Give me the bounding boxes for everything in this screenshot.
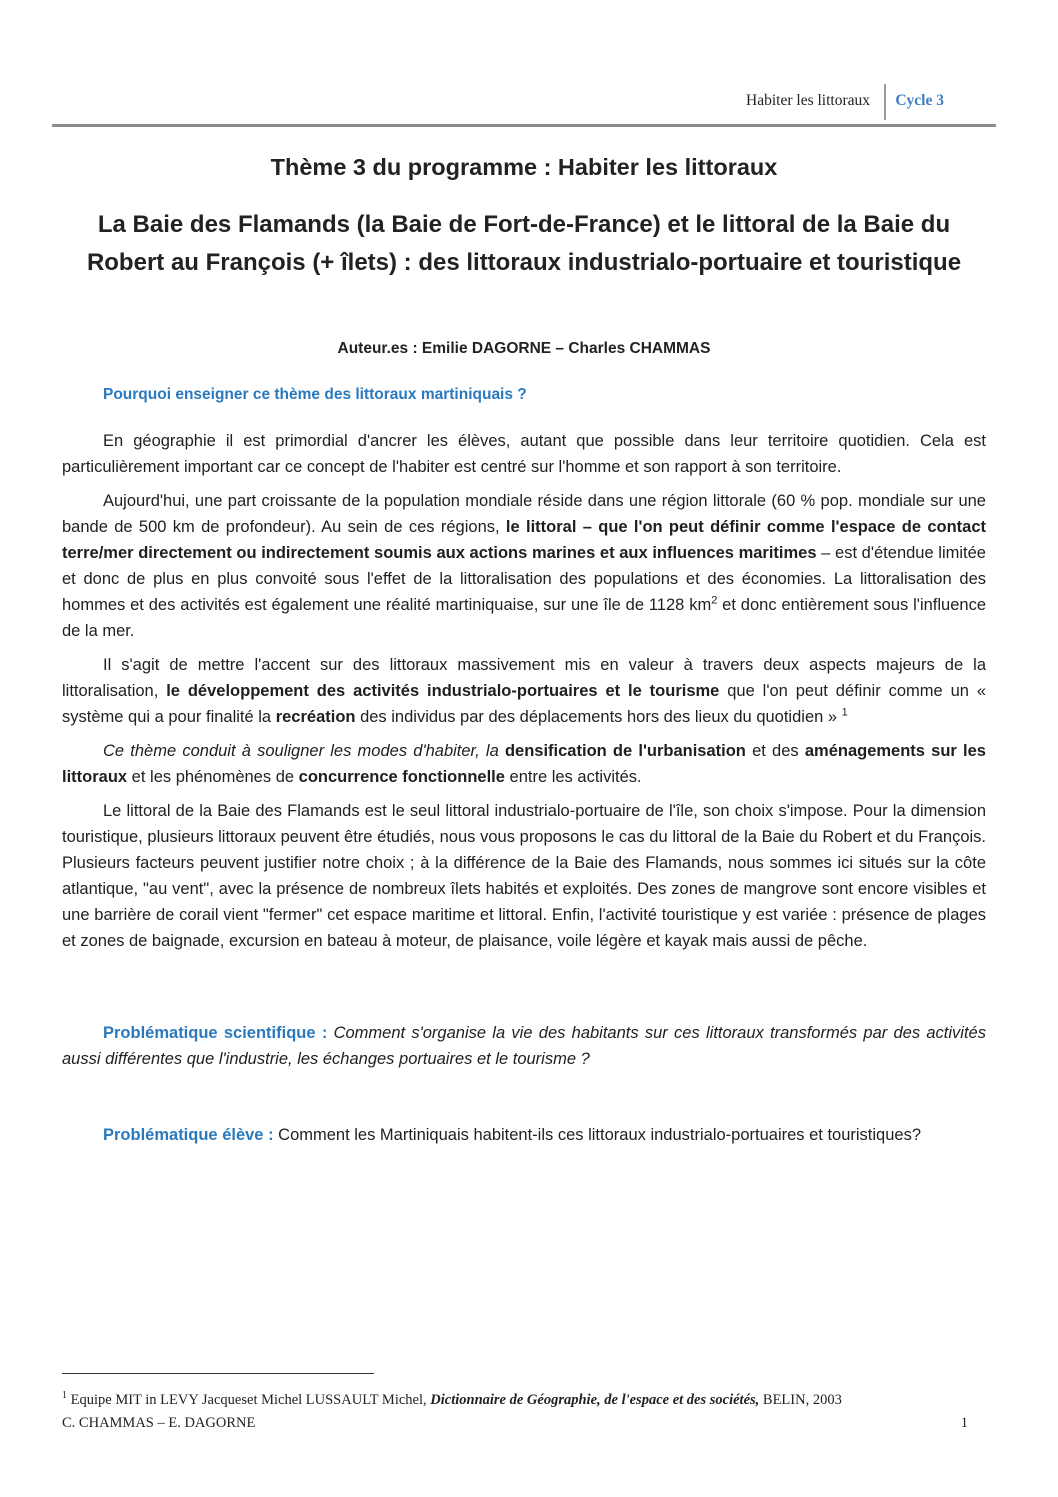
problematique-scientifique-label: Problématique scientifique :	[103, 1024, 328, 1042]
header-separator	[884, 84, 886, 120]
authors-line: Auteur.es : Emilie DAGORNE – Charles CHAMMAS	[337, 340, 711, 357]
problematique-eleve-label: Problématique élève :	[103, 1126, 274, 1144]
footnote	[62, 1392, 992, 1409]
theme-title: Thème 3 du programme : Habiter les littoraux	[270, 154, 778, 180]
footnote-reference: 1	[841, 706, 848, 719]
paragraph-4-amenagements: aménagements sur les littoraux	[62, 742, 986, 786]
paragraph-4-text-g: entre les activités.	[504, 768, 642, 786]
paragraph-2-superscript: 2	[711, 594, 718, 607]
problematique-scientifique	[62, 1020, 986, 1072]
problematique-scientifique-text: Comment s'organise la vie des habitants sur ces littoraux transformés par des activités aussi différentes que l'industrie, les échanges portuaires et le tourisme ?	[62, 1024, 986, 1068]
footnote-rule	[62, 1373, 374, 1374]
paragraph-4-text-e: et les phénomènes de	[127, 768, 299, 786]
header-course-title: Habiter les littoraux	[746, 92, 870, 109]
footnote-number: 1	[62, 1390, 67, 1402]
paragraph-3-emphasis: le développement des activités industrialo-portuaires et le tourisme	[166, 682, 720, 700]
paragraph-1: En géographie il est primordial d'ancrer les élèves, autant que possible dans leur territoire quotidien. Cela est particulièrement important car ce concept de l'habiter est centré sur l'homme et son rapport à son territoire.	[62, 432, 986, 476]
paragraph-4-text-c: et des	[745, 742, 805, 760]
page-header	[52, 88, 996, 126]
paragraph-4	[62, 738, 986, 790]
header-cycle-label: Cycle 3	[895, 92, 944, 109]
section-question: Pourquoi enseigner ce thème des littoraux martiniquais ?	[103, 386, 527, 403]
footnote-text-c: BELIN, 2003	[759, 1392, 842, 1408]
paragraph-4-italic: Ce thème conduit à souligner les modes d'habiter, la	[103, 742, 499, 760]
problematique-eleve-text: Comment les Martiniquais habitent-ils ces littoraux industrialo-portuaires et touristiques?	[273, 1126, 922, 1144]
main-title: La Baie des Flamands (la Baie de Fort-de-France) et le littoral de la Baie du Robert au François (+ îlets) : des littoraux industrialo-portuaire et touristique	[86, 211, 962, 276]
paragraph-2-definition: le littoral – que l'on peut définir comme l'espace de contact terre/mer directement ou indirectement soumis aux actions marines et aux influences maritimes	[62, 518, 987, 562]
paragraph-3-recreation: recréation	[275, 708, 356, 726]
footnote-book-title: Dictionnaire de Géographie, de l'espace et des sociétés,	[430, 1392, 760, 1408]
paragraph-2-text-a: Aujourd'hui, une part croissante de la population mondiale réside dans une région littorale (60 % pop. mondiale sur une bande de 500 km de profondeur). Au sein de ces régions,	[62, 492, 986, 536]
paragraph-2-text-c: – est d'étendue limitée et donc de plus en plus convoité sous l'effet de la littoralisation des populations et des économies. La littoralisation des hommes et des activités est également une réalité martiniquaise, sur une île de 1128 km	[62, 544, 986, 614]
document-body	[62, 382, 986, 1148]
problematique-eleve	[62, 1122, 986, 1148]
footnote-text-a: Equipe MIT in LEVY Jacqueset Michel LUSSAULT Michel,	[67, 1392, 431, 1408]
paragraph-4-densification: densification de l'urbanisation	[498, 742, 746, 760]
paragraph-3-text-e: des individus par des déplacements hors des lieux du quotidien »	[355, 708, 842, 726]
header-rule	[52, 124, 996, 127]
page-number: 1	[960, 1415, 968, 1431]
paragraph-3-text-c: que l'on peut définir comme un « système qui a pour finalité la	[62, 682, 986, 726]
paragraph-3	[62, 652, 986, 730]
footer-authors: C. CHAMMAS – E. DAGORNE	[62, 1415, 256, 1431]
paragraph-3-text-a: Il s'agit de mettre l'accent sur des littoraux massivement mis en valeur à travers deux aspects majeurs de la littoralisation,	[62, 656, 986, 700]
paragraph-5: Le littoral de la Baie des Flamands est le seul littoral industrialo-portuaire de l'île, son choix s'impose. Pour la dimension touristique, plusieurs littoraux peuvent être étudiés, nous vous proposons le cas du littoral de la Baie du Robert et du François. Plusieurs facteurs peuvent justifier notre choix ; à la différence de la Baie des Flamands, nous sommes ici situés sur la côte atlantique, "au vent", avec la présence de nombreux îlets habités et exploités. Des zones de mangrove sont encore visibles et une barrière de corail vient "fermer" cet espace maritime et littoral. Enfin, l'activité touristique y est variée : présence de plages et zones de baignade, excursion en bateau à moteur, de plaisance, voile légère et kayak mais aussi de pêche.	[62, 802, 986, 950]
paragraph-4-concurrence: concurrence fonctionnelle	[298, 768, 505, 786]
paragraph-2-text-d: et donc entièrement sous l'influence de la mer.	[62, 596, 987, 640]
paragraph-2	[62, 488, 986, 644]
